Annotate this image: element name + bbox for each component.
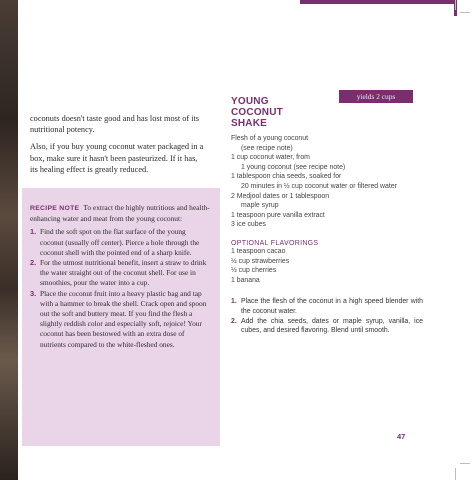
- paragraph: Also, if you buy young coconut water packaged in a box, make sure it hasn't been pasteurized. If it has, its healing effect is greatly reduced.: [30, 142, 204, 174]
- ingredient-text: 1 cup coconut water, from: [231, 154, 310, 162]
- ingredient-continuation: 1 young coconut (see recipe note): [241, 163, 346, 171]
- step-number: 2.: [30, 258, 37, 268]
- direction-number: 2.: [231, 317, 237, 325]
- optional-flavorings-list: [231, 247, 423, 285]
- recipe-note-intro: [30, 203, 210, 224]
- direction-step: [231, 317, 423, 336]
- recipe-title: YOUNG COCONUT SHAKE: [231, 96, 283, 129]
- ingredient-text: 3 ice cubes: [231, 221, 266, 229]
- optional-flavoring: ½ cup cherries: [231, 267, 277, 275]
- ingredient-list: [231, 134, 423, 230]
- step-text: For the utmost nutritional benefit, insert a straw to drink the water straight out of the coconut shell. For use in smoothies, pour the water into a cup.: [40, 258, 207, 288]
- note-step: [30, 227, 210, 258]
- step-text: Find the soft spot on the flat surface of the young coconut (usually off center). Pierce a hole through the coconut shell with the pointed end of a sharp knife.: [40, 227, 200, 257]
- ingredient: [231, 211, 423, 221]
- note-step: [30, 258, 210, 289]
- step-number: 3.: [30, 288, 37, 298]
- step-text: Place the coconut fruit into a heavy plastic bag and tap with a hammer to break the shell. Crack open and spoon out the soft and buttery meat. If you find the flesh a slightly reddish color and especially soft, rejoice! Your coconut has been bestowed with an extra dose of nutrients compared to the white-fleshed ones.: [40, 288, 207, 349]
- body-text: [30, 113, 206, 181]
- crop-mark: [460, 12, 470, 13]
- ingredient-text: 1 teaspoon pure vanilla extract: [231, 211, 325, 219]
- note-step: [30, 289, 210, 350]
- step-number: 1.: [30, 227, 37, 237]
- crop-mark: [455, 0, 456, 10]
- ingredient-text: Flesh of a young coconut: [231, 135, 308, 142]
- direction-step: [231, 297, 423, 316]
- optional-flavoring: ½ cup strawberries: [231, 257, 290, 265]
- directions-list: [231, 297, 423, 335]
- page-number: 47: [397, 432, 406, 441]
- recipe-note-label: RECIPE NOTE: [30, 205, 80, 212]
- top-accent-bar: [300, 0, 455, 4]
- ingredient: [231, 153, 423, 172]
- recipe-note-box: [22, 188, 220, 446]
- crop-mark: [460, 463, 470, 464]
- recipe-column: [231, 96, 423, 336]
- recipe-note-steps: [30, 227, 210, 349]
- ingredient-text: 1 tablespoon chia seeds, soaked for: [231, 173, 342, 181]
- recipe-note-intro-text: To extract the highly nutritious and health-enhancing water and meat from the young coconut:: [30, 203, 210, 224]
- yield-badge: yields 2 cups: [339, 90, 413, 103]
- ingredient-text: 2 Medjool dates or 1 tablespoon: [231, 192, 330, 200]
- direction-text: Place the flesh of the coconut in a high speed blender with the coconut water.: [241, 298, 423, 315]
- ingredient: [231, 192, 423, 211]
- paragraph: coconuts doesn't taste good and has lost most of its nutritional potency.: [30, 114, 200, 135]
- ingredient-continuation: 20 minutes in ½ cup coconut water or filtered water: [241, 182, 397, 190]
- optional-flavorings-heading: OPTIONAL FLAVORINGS: [231, 239, 319, 247]
- crop-mark: [455, 468, 456, 480]
- optional-flavoring: 1 teaspoon cacao: [231, 247, 286, 255]
- ingredient: [231, 134, 423, 153]
- ingredient: [231, 220, 423, 230]
- ingredient-continuation: maple syrup: [241, 202, 279, 210]
- photo-edge: [0, 0, 18, 480]
- ingredient-continuation: (see recipe note): [241, 144, 293, 152]
- direction-number: 1.: [231, 298, 237, 306]
- ingredient: [231, 172, 423, 191]
- direction-text: Add the chia seeds, dates or maple syrup, vanilla, ice cubes, and desired flavoring. Blend until smooth.: [241, 317, 423, 335]
- optional-flavoring: 1 banana: [231, 276, 260, 284]
